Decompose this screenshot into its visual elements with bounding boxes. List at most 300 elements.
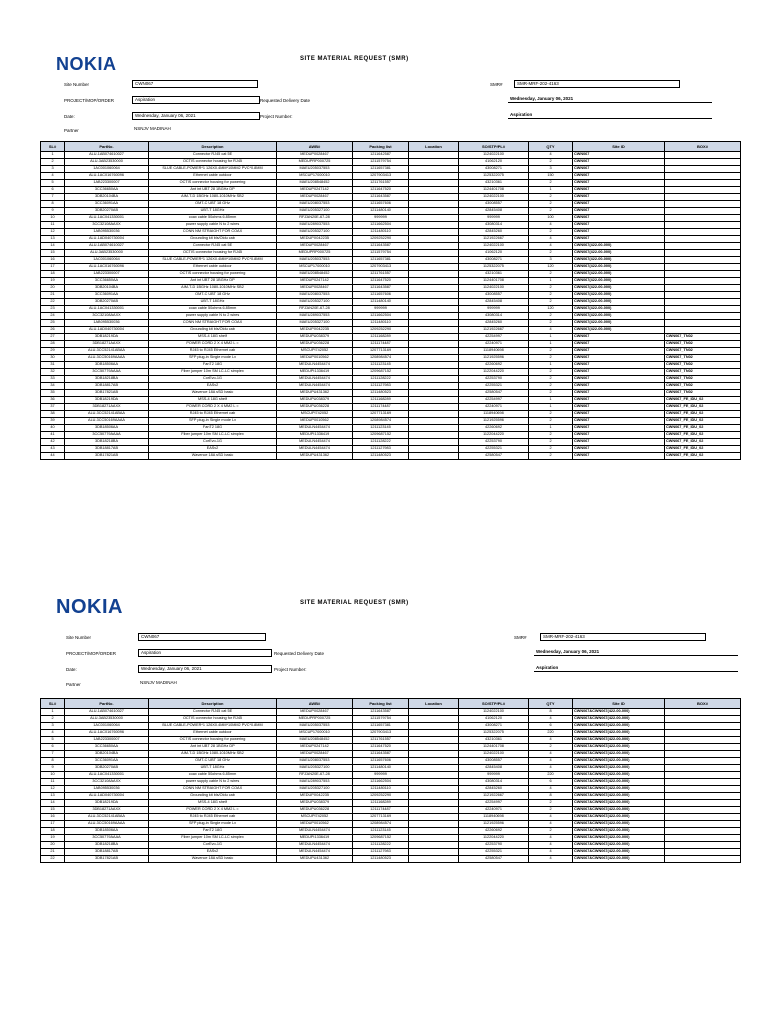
cell-part-no: 1AB095530036 xyxy=(65,320,149,327)
cell-location xyxy=(409,716,459,723)
cell-location xyxy=(409,744,459,751)
cell-packing-list: 1211480523 xyxy=(353,856,409,863)
cell-awb: MEDUPU038379 xyxy=(277,800,353,807)
cell-part-no: 1AC001060064 xyxy=(65,166,149,173)
cell-sl: 5 xyxy=(41,180,65,187)
cell-qty: 2 xyxy=(529,744,573,751)
cell-packing-list: 1209252290 xyxy=(353,236,409,243)
cell-part-no: ALU-3CC52141ABAA xyxy=(65,814,149,821)
cell-description: OMT-C UBT 18 GHz xyxy=(149,201,277,208)
smr-value: SMR-MRF-202-4163 xyxy=(514,80,680,88)
cell-qty: 4 xyxy=(529,751,573,758)
cell-packing-list: 1211579754 xyxy=(353,716,409,723)
cell-sl: 2 xyxy=(41,716,65,723)
cell-description: Grounding kit bls/Oldu cab xyxy=(149,236,277,243)
cell-qty: 4 xyxy=(529,236,573,243)
cell-awb: MEDULN4454474 xyxy=(277,828,353,835)
cell-part-no: ALU-3CC50169AAAA xyxy=(65,355,149,362)
table-row xyxy=(41,194,741,201)
project-number-label: Project Number: xyxy=(260,114,293,119)
cell-sl: 9 xyxy=(41,765,65,772)
cell-qty: 1 xyxy=(529,404,573,411)
cell-box xyxy=(665,709,741,716)
cell-sl: 24 xyxy=(41,313,65,320)
cell-awb: MAEU208037553 xyxy=(277,292,353,299)
table-row xyxy=(41,180,741,187)
cell-packing-list: 1207713169 xyxy=(353,411,409,418)
cell-part-no: ALU-3AB23530000 xyxy=(65,159,149,166)
cell-site-id: CWN067 xyxy=(573,355,665,362)
cell-site-id: CWN067 xyxy=(573,208,665,215)
table-row xyxy=(41,222,741,229)
cell-qty: 220 xyxy=(529,730,573,737)
cell-part-no: ALU-1AB074610027 xyxy=(65,243,149,250)
cell-awb: MEDULN4454474 xyxy=(277,446,353,453)
cell-location xyxy=(409,173,459,180)
cell-part-no: 3CC50779AAAA xyxy=(65,835,149,842)
cell-location xyxy=(409,208,459,215)
cell-so-stp-pl: 1125322075 xyxy=(459,264,529,271)
cell-box: CWN067_FE_IDU_02 xyxy=(665,418,741,425)
cell-awb: MEDUPI1336419 xyxy=(277,369,353,376)
cell-box xyxy=(665,292,741,299)
cell-site-id: CWN067 xyxy=(573,418,665,425)
cell-box: CWN067_FE_IDU_02 xyxy=(665,397,741,404)
cell-packing-list: 1211642587 xyxy=(353,152,409,159)
cell-location xyxy=(409,446,459,453)
cell-packing-list: 999999 xyxy=(353,306,409,313)
cell-part-no: 3DB18817AB xyxy=(65,383,149,390)
cell-so-stp-pl: 42845260 xyxy=(459,320,529,327)
cell-packing-list: 1211128222 xyxy=(353,842,409,849)
cell-location xyxy=(409,201,459,208)
cell-part-no: 3DB20270AB xyxy=(65,299,149,306)
cell-location xyxy=(409,236,459,243)
cell-qty: 2 xyxy=(529,376,573,383)
cell-awb: MEDUPU036228 xyxy=(277,807,353,814)
cell-awb: MEDUPU431362 xyxy=(277,390,353,397)
cell-awb: MAEU205327100 xyxy=(277,765,353,772)
cell-location xyxy=(409,264,459,271)
cell-description: power supply cable N to 2 wires xyxy=(149,313,277,320)
cell-sl: 22 xyxy=(41,299,65,306)
table-row xyxy=(41,446,741,453)
cell-site-id: CWN067 xyxy=(573,166,665,173)
cell-part-no: 3DB17821AB xyxy=(65,453,149,460)
table-row xyxy=(41,355,741,362)
cell-sl: 1 xyxy=(41,152,65,159)
cell-box xyxy=(665,835,741,842)
cell-box xyxy=(665,313,741,320)
cell-sl: 21 xyxy=(41,849,65,856)
cell-part-no: ALU-1AD040730004 xyxy=(65,327,149,334)
column-header-location: Location xyxy=(409,142,459,152)
cell-location xyxy=(409,737,459,744)
cell-site-id: CWN067 xyxy=(573,397,665,404)
cell-location xyxy=(409,320,459,327)
cell-awb: MEDUPI1336419 xyxy=(277,835,353,842)
cell-description: Ethernet cable outdoor xyxy=(149,264,277,271)
table-row xyxy=(41,404,741,411)
cell-so-stp-pl: 42845260 xyxy=(459,229,529,236)
cell-site-id: CWN067 xyxy=(573,348,665,355)
partner-value: NSNJV MADINAH xyxy=(132,126,256,132)
column-header-site-id: Site ID xyxy=(573,699,665,709)
cell-description: Grounding kit bls/Oldu cab xyxy=(149,793,277,800)
cell-so-stp-pl: 42253790 xyxy=(459,376,529,383)
project-label: PROJECT/MOP/ORDER xyxy=(64,98,115,103)
cell-awb: MEDUPU036228 xyxy=(277,341,353,348)
table-row xyxy=(41,800,741,807)
cell-packing-list: 1207713169 xyxy=(353,814,409,821)
cell-part-no: 3DB18218BA xyxy=(65,842,149,849)
cell-qty: 2 xyxy=(529,369,573,376)
cell-awb: MSCUPI742052 xyxy=(277,348,353,355)
table-row xyxy=(41,362,741,369)
site-number-label: Site Number xyxy=(64,82,90,87)
material-table xyxy=(40,698,741,863)
cell-description: Connector RJ45 cat 5E xyxy=(149,152,277,159)
cell-part-no: 3DB18219DA xyxy=(65,334,149,341)
table-row xyxy=(41,299,741,306)
cell-so-stp-pl: 42253790 xyxy=(459,842,529,849)
cell-box xyxy=(665,152,741,159)
cell-awb: MEDUPRP000725 xyxy=(277,716,353,723)
cell-description: EASv2 xyxy=(149,383,277,390)
cell-so-stp-pl: 1118940698 xyxy=(459,348,529,355)
cell-box: CWN067_TN02 xyxy=(665,355,741,362)
cell-location xyxy=(409,215,459,222)
table-row xyxy=(41,278,741,285)
cell-sl: 13 xyxy=(41,236,65,243)
cell-location xyxy=(409,390,459,397)
cell-sl: 22 xyxy=(41,856,65,863)
cell-packing-list: 1211128222 xyxy=(353,376,409,383)
cell-awb: MEDULN4454474 xyxy=(277,376,353,383)
cell-so-stp-pl: 42580547 xyxy=(459,453,529,460)
cell-box xyxy=(665,751,741,758)
cell-box: CWN067_TN02 xyxy=(665,362,741,369)
cell-site-id: CWN067 xyxy=(573,180,665,187)
cell-awb: MEDUP0028467 xyxy=(277,243,353,250)
cell-qty: 2 xyxy=(529,432,573,439)
cell-site-id: CWN067 xyxy=(573,411,665,418)
cell-site-id: CWN067&CWN067(422-00-000) xyxy=(573,744,665,751)
column-header-part-no: PartNo. xyxy=(65,699,149,709)
cell-awb: MEDUP0028467 xyxy=(277,152,353,159)
cell-description: Wavence 18A sSD basic xyxy=(149,453,277,460)
cell-awb: MAEU205037553 xyxy=(277,166,353,173)
delivery-value: Wednesday, January 06, 2021 xyxy=(508,96,712,103)
partner-value: NSNJV MADINAH xyxy=(138,680,268,686)
table-row xyxy=(41,334,741,341)
cell-part-no: ALU-3AB23530000 xyxy=(65,250,149,257)
cell-sl: 37 xyxy=(41,404,65,411)
cell-packing-list: 1211579754 xyxy=(353,159,409,166)
table-row xyxy=(41,772,741,779)
cell-sl: 18 xyxy=(41,271,65,278)
cell-box: CWN067_TN02 xyxy=(665,334,741,341)
cell-location xyxy=(409,355,459,362)
cell-box xyxy=(665,229,741,236)
cell-qty: 2 xyxy=(529,285,573,292)
cell-box xyxy=(665,730,741,737)
cell-site-id: CWN067&CWN067(422-00-000) xyxy=(573,807,665,814)
cell-so-stp-pl: 43008271 xyxy=(459,723,529,730)
cell-qty: 4 xyxy=(529,849,573,856)
partner-label: Partner xyxy=(66,682,81,687)
cell-description: Ant int UBT 28 1BGHz DP xyxy=(149,278,277,285)
cell-part-no: 3CC50779AAAA xyxy=(65,432,149,439)
cell-so-stp-pl: 43080314 xyxy=(459,313,529,320)
cell-location xyxy=(409,751,459,758)
cell-qty: 4 xyxy=(529,842,573,849)
cell-qty: 1 xyxy=(529,187,573,194)
cell-description: BLUE CABLE-POWER*1 126X0.4MM*10MM2 PVC*0.8MM xyxy=(149,723,277,730)
cell-part-no: 1AB095530036 xyxy=(65,786,149,793)
date-label: Date: xyxy=(66,667,77,672)
cell-so-stp-pl: 42845260 xyxy=(459,786,529,793)
cell-sl: 16 xyxy=(41,814,65,821)
cell-sl: 2 xyxy=(41,159,65,166)
cell-packing-list: 1211174487 xyxy=(353,404,409,411)
cell-site-id: CWN067(422-00-000) xyxy=(573,327,665,334)
cell-sl: 12 xyxy=(41,786,65,793)
cell-packing-list: 999999 xyxy=(353,772,409,779)
cell-packing-list: 1211761557 xyxy=(353,737,409,744)
cell-part-no: 3DB20104BA xyxy=(65,285,149,292)
cell-part-no: 3DB17821AB xyxy=(65,856,149,863)
column-header-box: BOX# xyxy=(665,142,741,152)
cell-qty: 4 xyxy=(529,222,573,229)
cell-location xyxy=(409,842,459,849)
cell-site-id: CWN067 xyxy=(573,229,665,236)
cell-qty: 1 xyxy=(529,362,573,369)
cell-packing-list: 1211480140 xyxy=(353,299,409,306)
cell-qty: 3 xyxy=(529,166,573,173)
cell-awb: MEDUP0010562 xyxy=(277,418,353,425)
cell-location xyxy=(409,159,459,166)
cell-site-id: CWN067&CWN067(422-00-000) xyxy=(573,730,665,737)
cell-description: CONN NM STRAIGHT FOR COAX xyxy=(149,229,277,236)
table-row xyxy=(41,439,741,446)
cell-description: MSS-4 18G shelf xyxy=(149,334,277,341)
cell-packing-list: 1211123145 xyxy=(353,828,409,835)
cell-so-stp-pl: 1124022100 xyxy=(459,709,529,716)
cell-packing-list: 1211480523 xyxy=(353,453,409,460)
cell-description: OMT-C UBT 18 GHz xyxy=(149,292,277,299)
cell-so-stp-pl: 43008557 xyxy=(459,758,529,765)
cell-packing-list: 1209687152 xyxy=(353,835,409,842)
cell-qty: 2 xyxy=(529,313,573,320)
cell-part-no: ALU-1AD040730004 xyxy=(65,236,149,243)
cell-awb: MAEU205327100 xyxy=(277,208,353,215)
cell-description: OCTIS connector housing for RJ45 xyxy=(149,159,277,166)
cell-sl: 29 xyxy=(41,348,65,355)
cell-location xyxy=(409,814,459,821)
cell-site-id: CWN067(422-00-000) xyxy=(573,313,665,320)
cell-qty: 4 xyxy=(529,152,573,159)
cell-description: SFP plug-in Single mode Lx xyxy=(149,821,277,828)
cell-so-stp-pl: 42260692 xyxy=(459,828,529,835)
cell-description: POWER CORD 2 X 4 MM2 L = xyxy=(149,807,277,814)
cell-part-no: 1AB223300007 xyxy=(65,737,149,744)
cell-part-no: ALU-1AC041330001 xyxy=(65,306,149,313)
table-row xyxy=(41,835,741,842)
cell-so-stp-pl: 1122044220 xyxy=(459,369,529,376)
cell-qty: 4 xyxy=(529,765,573,772)
cell-so-stp-pl: 42255321 xyxy=(459,446,529,453)
page-title: SITE MATERIAL REQUEST (SMR) xyxy=(300,56,409,62)
cell-sl: 7 xyxy=(41,751,65,758)
cell-so-stp-pl: 1124022100 xyxy=(459,152,529,159)
cell-qty: 8 xyxy=(529,793,573,800)
cell-awb: MEDUPX042235 xyxy=(277,236,353,243)
cell-so-stp-pl: 43008557 xyxy=(459,201,529,208)
cell-so-stp-pl: 999999 xyxy=(459,772,529,779)
column-header-awb: AWB# xyxy=(277,142,353,152)
cell-awb: MAEU205037553 xyxy=(277,723,353,730)
cell-sl: 12 xyxy=(41,229,65,236)
cell-awb: MAEU289037553 xyxy=(277,313,353,320)
cell-box xyxy=(665,257,741,264)
cell-site-id: CWN067&CWN067(422-00-000) xyxy=(573,779,665,786)
cell-box xyxy=(665,786,741,793)
cell-site-id: CWN067&CWN067(422-00-000) xyxy=(573,828,665,835)
cell-sl: 10 xyxy=(41,215,65,222)
cell-description: UBT-T 18GHz xyxy=(149,299,277,306)
cell-part-no: ALU-3AB23530000 xyxy=(65,716,149,723)
cell-description: Ant int UBT 28 1BGHz DP xyxy=(149,744,277,751)
cell-description: Ethernet cable outdoor xyxy=(149,730,277,737)
cell-site-id: CWN067&CWN067(422-00-000) xyxy=(573,786,665,793)
cell-box xyxy=(665,849,741,856)
cell-description: OMT-C UBT 18 GHz xyxy=(149,758,277,765)
cell-location xyxy=(409,772,459,779)
cell-description: POWER CORD 2 X 4 MM2 L = xyxy=(149,404,277,411)
cell-description: Fiber jumper 10m SM LC-LC simplex xyxy=(149,835,277,842)
table-row xyxy=(41,201,741,208)
cell-packing-list: 1207903413 xyxy=(353,173,409,180)
cell-site-id: CWN067 xyxy=(573,446,665,453)
cell-box xyxy=(665,278,741,285)
cell-box xyxy=(665,716,741,723)
cell-so-stp-pl: 1124022100 xyxy=(459,285,529,292)
cell-description: MSS-4 18G shelf xyxy=(149,397,277,404)
cell-awb: MEDULN4454474 xyxy=(277,425,353,432)
cell-awb: MAEU208548452 xyxy=(277,737,353,744)
cell-so-stp-pl: 43080314 xyxy=(459,779,529,786)
cell-part-no: 1AB223300007 xyxy=(65,180,149,187)
cell-box: CWN067_TN02 xyxy=(665,341,741,348)
cell-packing-list: 1211662504 xyxy=(353,313,409,320)
cell-qty: 2 xyxy=(529,208,573,215)
cell-packing-list: 1211127983 xyxy=(353,446,409,453)
cell-part-no: 3DB20270AB xyxy=(65,765,149,772)
cell-description: POWER CORD 2 X 4 MM2 L = xyxy=(149,341,277,348)
cell-so-stp-pl: 42240971 xyxy=(459,807,529,814)
cell-packing-list: 1211480110 xyxy=(353,229,409,236)
table-row xyxy=(41,730,741,737)
cell-so-stp-pl: 1124022100 xyxy=(459,751,529,758)
cell-part-no: 3DB17821AB xyxy=(65,390,149,397)
table-row xyxy=(41,166,741,173)
cell-qty: 150 xyxy=(529,173,573,180)
cell-box: CWN067_TN02 xyxy=(665,369,741,376)
cell-awb: MEDUPRP000725 xyxy=(277,159,353,166)
cell-description: Ant int UBT 28 1BGHz DP xyxy=(149,187,277,194)
cell-sl: 33 xyxy=(41,376,65,383)
cell-location xyxy=(409,800,459,807)
cell-sl: 11 xyxy=(41,779,65,786)
cell-description: AIM-T-D 1BGHz 1080-1010MHz SB2 xyxy=(149,194,277,201)
cell-description: FanT2 18G xyxy=(149,425,277,432)
cell-location xyxy=(409,835,459,842)
cell-qty: 2 xyxy=(529,439,573,446)
cell-packing-list: 1211579754 xyxy=(353,250,409,257)
cell-sl: 40 xyxy=(41,425,65,432)
table-row xyxy=(41,737,741,744)
cell-part-no: ALU-3CC50169AAAA xyxy=(65,418,149,425)
cell-description: power supply cable N to 2 wires xyxy=(149,222,277,229)
cell-location xyxy=(409,257,459,264)
cell-location xyxy=(409,828,459,835)
cell-box: CWN067_TN02 xyxy=(665,348,741,355)
cell-awb: MEDUPU431362 xyxy=(277,453,353,460)
cell-sl: 25 xyxy=(41,320,65,327)
table-header-row xyxy=(41,699,741,709)
cell-awb: MEDUP0010562 xyxy=(277,355,353,362)
cell-description: Grounding kit bls/Oldu cab xyxy=(149,327,277,334)
cell-qty: 2 xyxy=(529,271,573,278)
column-header-packing-list: Packing list xyxy=(353,142,409,152)
cell-part-no: 3CC32108AAXX xyxy=(65,313,149,320)
table-row xyxy=(41,152,741,159)
table-row xyxy=(41,341,741,348)
cell-site-id: CWN067&CWN067(422-00-000) xyxy=(573,737,665,744)
cell-packing-list: 1211761557 xyxy=(353,271,409,278)
cell-box xyxy=(665,772,741,779)
cell-location xyxy=(409,180,459,187)
cell-so-stp-pl: 1124022100 xyxy=(459,194,529,201)
cell-qty: 4 xyxy=(529,243,573,250)
cell-sl: 5 xyxy=(41,737,65,744)
cell-packing-list: 1211174487 xyxy=(353,807,409,814)
cell-so-stp-pl: 42260692 xyxy=(459,362,529,369)
cell-box xyxy=(665,215,741,222)
cell-sl: 30 xyxy=(41,355,65,362)
cell-awb: MAEU208548452 xyxy=(277,180,353,187)
cell-sl: 6 xyxy=(41,187,65,194)
cell-packing-list: 1211662504 xyxy=(353,779,409,786)
cell-sl: 43 xyxy=(41,446,65,453)
cell-qty: 2 xyxy=(529,800,573,807)
cell-location xyxy=(409,425,459,432)
table-row xyxy=(41,765,741,772)
project-number-value: Aspiration xyxy=(534,665,738,672)
table-row xyxy=(41,821,741,828)
page-title: SITE MATERIAL REQUEST (SMR) xyxy=(300,600,409,606)
cell-description: EASv2 xyxy=(149,849,277,856)
cell-packing-list: 1211657606 xyxy=(353,292,409,299)
cell-description: power supply cable N to 2 wires xyxy=(149,779,277,786)
cell-sl: 8 xyxy=(41,201,65,208)
cell-so-stp-pl: 1124401708 xyxy=(459,278,529,285)
cell-part-no: 3DB18219DA xyxy=(65,800,149,807)
cell-sl: 32 xyxy=(41,369,65,376)
cell-awb: MSCUPI742052 xyxy=(277,814,353,821)
cell-box xyxy=(665,723,741,730)
